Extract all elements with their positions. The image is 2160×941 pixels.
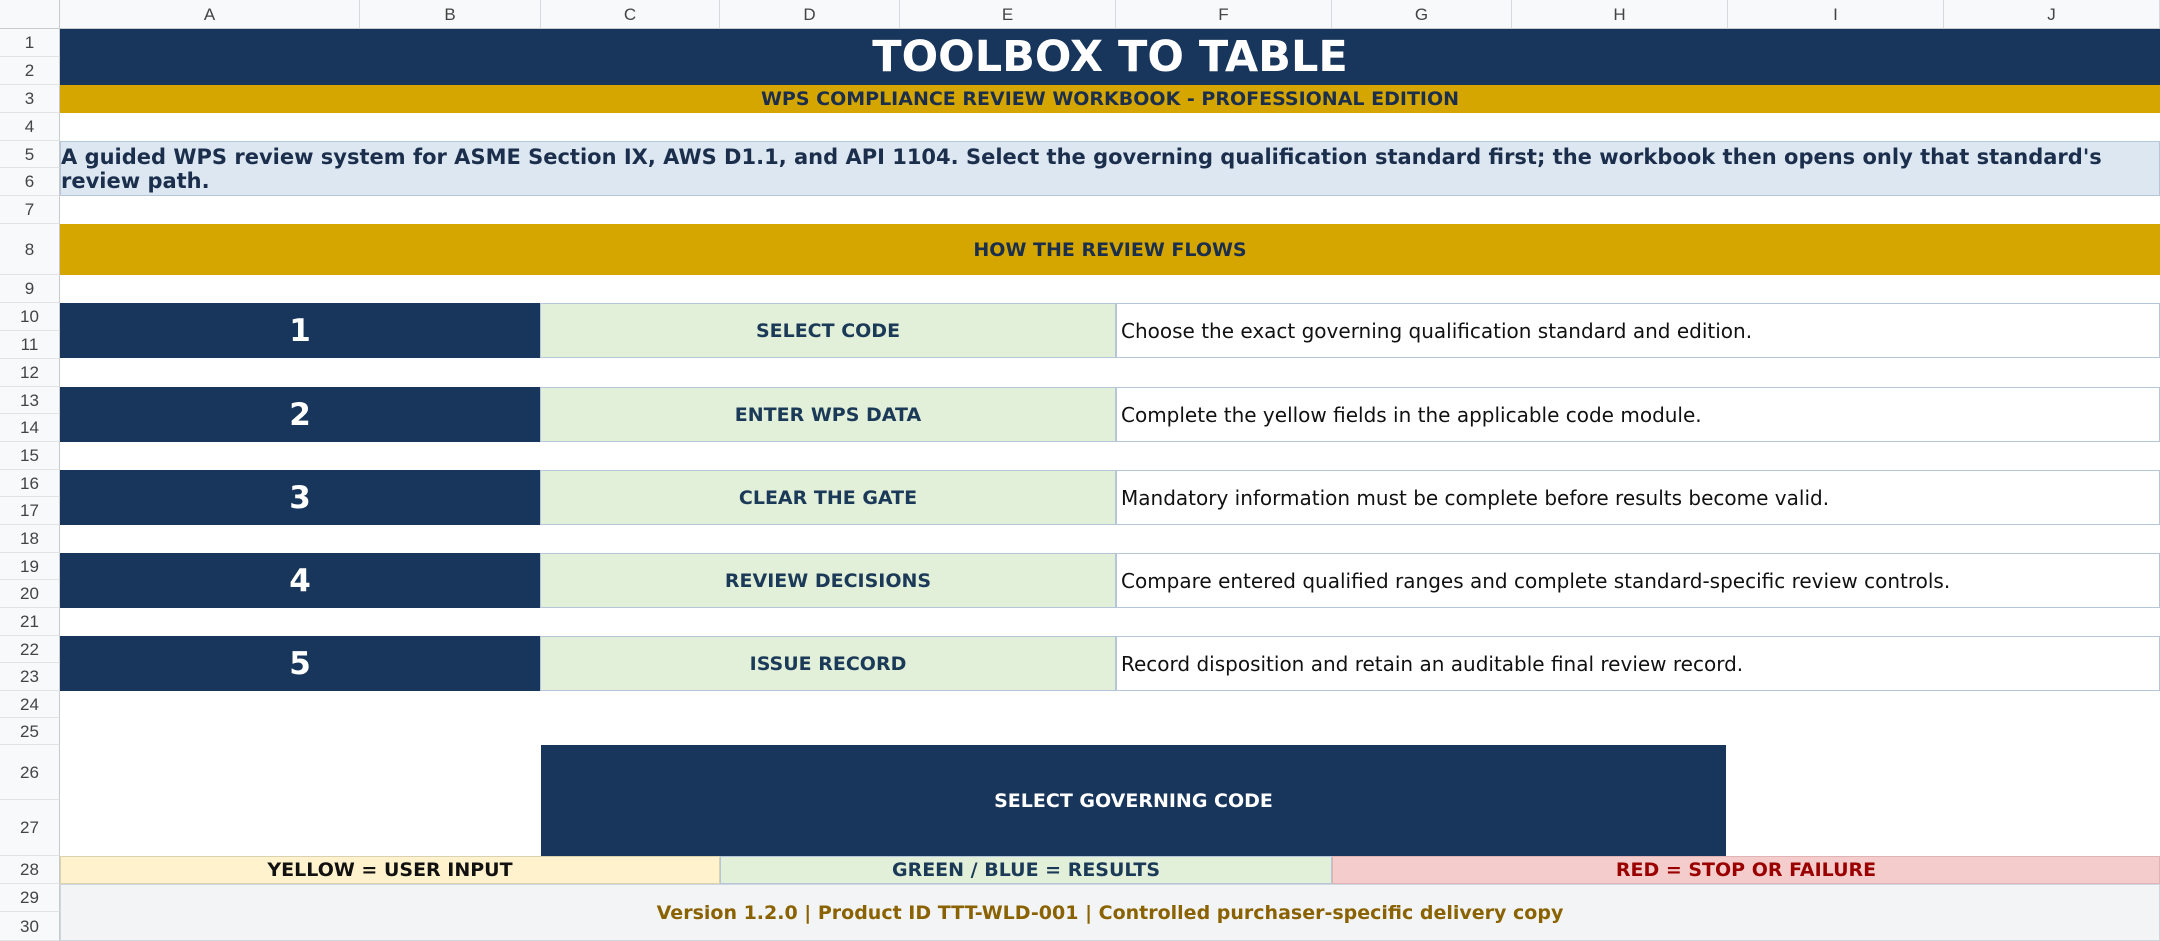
column-header-a[interactable]: A — [60, 0, 360, 29]
step-label: REVIEW DECISIONS — [540, 553, 1116, 608]
row-header-6[interactable]: 6 — [0, 168, 60, 196]
select-governing-code-button[interactable] — [541, 745, 1726, 856]
step-number: 1 — [60, 303, 540, 358]
row-header-8[interactable]: 8 — [0, 224, 60, 275]
row-header-30[interactable]: 30 — [0, 912, 60, 941]
column-header-d[interactable]: D — [720, 0, 900, 29]
row-header-17[interactable]: 17 — [0, 497, 60, 525]
row-header-28[interactable]: 28 — [0, 856, 60, 884]
row-header-7[interactable]: 7 — [0, 196, 60, 224]
legend-yellow-text: YELLOW = USER INPUT — [267, 859, 513, 881]
step-label: ENTER WPS DATA — [540, 387, 1116, 442]
version-footer-text: Version 1.2.0 | Product ID TTT-WLD-001 | Controlled purchaser-specific delivery copy — [656, 901, 1564, 924]
column-header-b[interactable]: B — [360, 0, 541, 29]
row-header-13[interactable]: 13 — [0, 387, 60, 414]
flow-heading — [60, 224, 2160, 275]
row-header-4[interactable]: 4 — [0, 113, 60, 141]
column-header-g[interactable]: G — [1332, 0, 1512, 29]
row-header-21[interactable]: 21 — [0, 608, 60, 636]
row-header-5[interactable]: 5 — [0, 141, 60, 168]
legend-red-text: RED = STOP OR FAILURE — [1615, 859, 1877, 881]
intro-text: A guided WPS review system for ASME Section IX, AWS D1.1, and API 1104. Select the governing qualification standard first; the workbook then opens only that standard's review path. — [61, 144, 2102, 193]
row-header-27[interactable]: 27 — [0, 800, 60, 856]
legend-user-input — [60, 856, 720, 884]
step-number: 3 — [60, 470, 540, 525]
legend-results — [720, 856, 1332, 884]
row-header-2[interactable]: 2 — [0, 57, 60, 85]
row-header-3[interactable]: 3 — [0, 85, 60, 113]
row-header-23[interactable]: 23 — [0, 663, 60, 691]
step-description: Record disposition and retain an auditable final review record. — [1116, 636, 2160, 691]
row-header-9[interactable]: 9 — [0, 275, 60, 303]
step-description: Choose the exact governing qualification standard and edition. — [1116, 303, 2160, 358]
column-header-e[interactable]: E — [900, 0, 1116, 29]
row-header-25[interactable]: 25 — [0, 718, 60, 745]
page-subtitle — [60, 85, 2160, 113]
row-header-19[interactable]: 19 — [0, 553, 60, 580]
step-description: Compare entered qualified ranges and complete standard-specific review controls. — [1116, 553, 2160, 608]
row-header-24[interactable]: 24 — [0, 691, 60, 718]
column-header-f[interactable]: F — [1116, 0, 1332, 29]
step-label: ISSUE RECORD — [540, 636, 1116, 691]
row-header-14[interactable]: 14 — [0, 414, 60, 442]
row-header-16[interactable]: 16 — [0, 470, 60, 497]
flow-heading-text: HOW THE REVIEW FLOWS — [973, 238, 1247, 261]
row-header-12[interactable]: 12 — [0, 359, 60, 387]
column-header-i[interactable]: I — [1728, 0, 1944, 29]
row-header-15[interactable]: 15 — [0, 442, 60, 470]
row-header-26[interactable]: 26 — [0, 745, 60, 800]
step-number: 2 — [60, 387, 540, 442]
title-text: TOOLBOX TO TABLE — [872, 32, 1348, 82]
step-label: CLEAR THE GATE — [540, 470, 1116, 525]
step-description: Complete the yellow fields in the applicable code module. — [1116, 387, 2160, 442]
step-number: 5 — [60, 636, 540, 691]
row-header-29[interactable]: 29 — [0, 884, 60, 912]
row-header-22[interactable]: 22 — [0, 636, 60, 663]
legend-green-text: GREEN / BLUE = RESULTS — [891, 859, 1161, 881]
column-header-c[interactable]: C — [541, 0, 720, 29]
version-footer — [60, 884, 2160, 941]
row-header-1[interactable]: 1 — [0, 29, 60, 57]
intro-banner — [60, 141, 2160, 196]
step-description: Mandatory information must be complete before results become valid. — [1116, 470, 2160, 525]
select-all-corner[interactable] — [0, 0, 60, 29]
legend-stop-failure — [1332, 856, 2160, 884]
column-header-h[interactable]: H — [1512, 0, 1728, 29]
row-header-20[interactable]: 20 — [0, 580, 60, 608]
column-header-j[interactable]: J — [1944, 0, 2160, 29]
step-label: SELECT CODE — [540, 303, 1116, 358]
subtitle-text: WPS COMPLIANCE REVIEW WORKBOOK - PROFESSIONAL EDITION — [760, 88, 1460, 110]
row-header-18[interactable]: 18 — [0, 525, 60, 553]
step-number: 4 — [60, 553, 540, 608]
row-header-11[interactable]: 11 — [0, 331, 60, 359]
page-title — [60, 29, 2160, 85]
row-header-10[interactable]: 10 — [0, 303, 60, 331]
select-governing-code-label: SELECT GOVERNING CODE — [994, 789, 1273, 812]
